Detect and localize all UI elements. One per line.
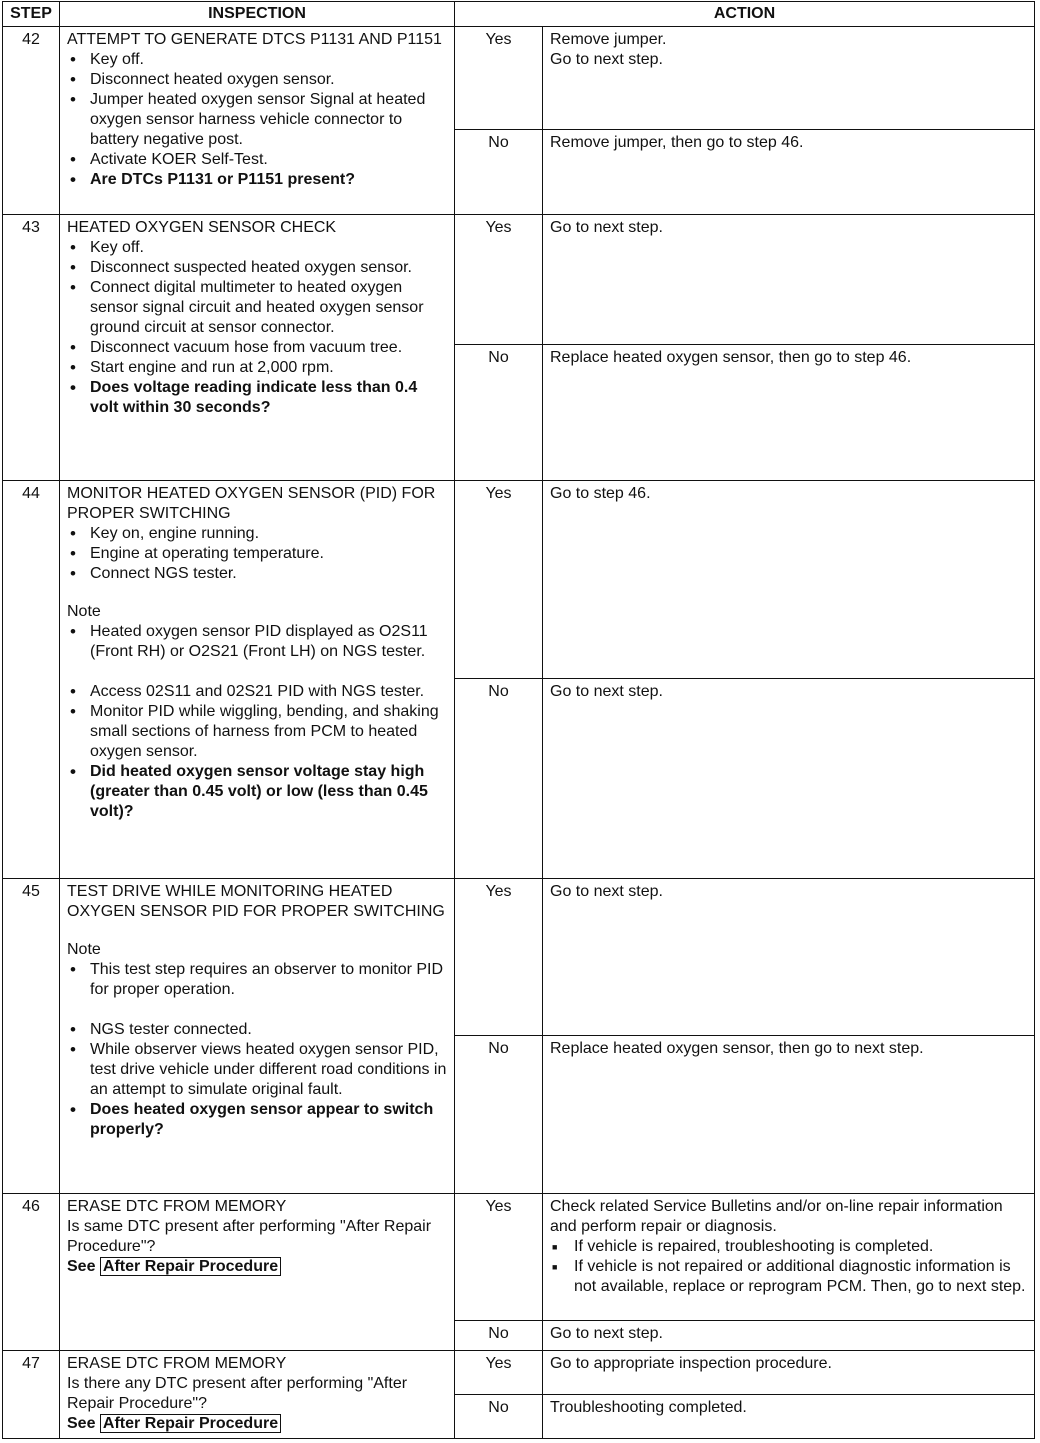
inspection-title: HEATED OXYGEN SENSOR CHECK	[67, 219, 337, 236]
table-header-row	[3, 2, 1035, 27]
no-action: Go to next step.	[543, 1321, 1035, 1351]
yes-action: Go to next step.	[543, 879, 1035, 1036]
list-item: • Connect NGS tester.	[67, 564, 448, 584]
note-bullets	[67, 960, 448, 1000]
no-action: Remove jumper, then go to step 46.	[543, 130, 1035, 215]
inspection-question: • Are DTCs P1131 or P1151 present?	[67, 170, 448, 190]
step-43-yes-row	[3, 215, 1035, 345]
list-item: • Monitor PID while wiggling, bending, and shaking small sections of harness from PCM to heated oxygen sensor.	[67, 702, 448, 762]
after-repair-procedure-link[interactable]: After Repair Procedure	[100, 1414, 281, 1433]
inspection-title: ATTEMPT TO GENERATE DTCS P1131 AND P1151	[67, 31, 442, 48]
no-action: Go to next step.	[543, 679, 1035, 879]
list-item: • Connect digital multimeter to heated oxygen sensor signal circuit and heated oxygen sensor ground circuit at sensor connector.	[67, 278, 448, 338]
step-number: 42	[3, 27, 60, 215]
no-label: No	[455, 130, 543, 215]
step-42-yes-row	[3, 27, 1035, 130]
list-item: • This test step requires an observer to monitor PID for proper operation.	[67, 960, 448, 1000]
step-number: 44	[3, 481, 60, 879]
yes-label: Yes	[455, 1194, 543, 1321]
inspection-cell	[60, 215, 455, 481]
step-number: 43	[3, 215, 60, 481]
inspection-cell	[60, 27, 455, 215]
list-item: • Key off.	[67, 238, 448, 258]
list-item: ■ If vehicle is not repaired or additional diagnostic information is not available, replace or reprogram PCM. Then, go to next step.	[550, 1257, 1028, 1297]
step-47-yes-row	[3, 1351, 1035, 1395]
see-label: See	[67, 1258, 96, 1275]
list-item: • While observer views heated oxygen sensor PID, test drive vehicle under different road conditions in an attempt to simulate original fault.	[67, 1040, 448, 1100]
inspection-bullets	[67, 50, 448, 190]
no-label: No	[455, 1036, 543, 1194]
inspection-bullets-continued	[67, 682, 448, 822]
note-label: Note	[67, 941, 101, 958]
step-number: 45	[3, 879, 60, 1194]
see-label: See	[67, 1415, 96, 1432]
list-item: • NGS tester connected.	[67, 1020, 448, 1040]
list-item: • Disconnect vacuum hose from vacuum tree.	[67, 338, 448, 358]
inspection-title: ERASE DTC FROM MEMORY	[67, 1355, 287, 1372]
step-column-header: STEP	[3, 2, 60, 27]
yes-label: Yes	[455, 27, 543, 130]
after-repair-procedure-link[interactable]: After Repair Procedure	[100, 1257, 281, 1276]
list-item: • Access 02S11 and 02S21 PID with NGS tester.	[67, 682, 448, 702]
list-item: • Disconnect heated oxygen sensor.	[67, 70, 448, 90]
step-45-yes-row	[3, 879, 1035, 1036]
step-44-yes-row	[3, 481, 1035, 679]
yes-action: Go to step 46.	[543, 481, 1035, 679]
inspection-cell	[60, 1194, 455, 1351]
see-reference	[67, 1257, 448, 1277]
yes-action-cell	[543, 1194, 1035, 1321]
list-item: • Start engine and run at 2,000 rpm.	[67, 358, 448, 378]
inspection-text: Is same DTC present after performing "After Repair Procedure"?	[67, 1218, 432, 1255]
no-action: Replace heated oxygen sensor, then go to next step.	[543, 1036, 1035, 1194]
inspection-bullets	[67, 238, 448, 418]
no-label: No	[455, 679, 543, 879]
inspection-question: • Does heated oxygen sensor appear to switch properly?	[67, 1100, 448, 1140]
note-bullets	[67, 622, 448, 662]
inspection-text: Is there any DTC present after performing "After Repair Procedure"?	[67, 1375, 408, 1412]
list-item: ■ If vehicle is repaired, troubleshooting is completed.	[550, 1237, 1028, 1257]
inspection-bullets-continued	[67, 1020, 448, 1140]
inspection-question: • Does voltage reading indicate less than 0.4 volt within 30 seconds?	[67, 378, 448, 418]
note-label: Note	[67, 603, 101, 620]
list-item: • Key on, engine running.	[67, 524, 448, 544]
list-item: • Disconnect suspected heated oxygen sensor.	[67, 258, 448, 278]
no-label: No	[455, 345, 543, 481]
inspection-bullets	[67, 524, 448, 584]
see-reference	[67, 1414, 448, 1434]
inspection-title: ERASE DTC FROM MEMORY	[67, 1198, 287, 1215]
diagnostic-procedure-table-wrapper	[2, 1, 1034, 1439]
yes-action: Remove jumper. Go to next step.	[543, 27, 1035, 130]
step-number: 46	[3, 1194, 60, 1351]
inspection-column-header: INSPECTION	[60, 2, 455, 27]
no-label: No	[455, 1395, 543, 1439]
inspection-cell	[60, 481, 455, 879]
step-46-yes-row	[3, 1194, 1035, 1321]
yes-action: Check related Service Bulletins and/or on-line repair information and perform repair or diagnosis.	[550, 1198, 1003, 1235]
step-number: 47	[3, 1351, 60, 1439]
inspection-cell	[60, 1351, 455, 1439]
no-action: Troubleshooting completed.	[543, 1395, 1035, 1439]
yes-action: Go to appropriate inspection procedure.	[543, 1351, 1035, 1395]
inspection-title: MONITOR HEATED OXYGEN SENSOR (PID) FOR PROPER SWITCHING	[67, 485, 436, 522]
inspection-question: • Did heated oxygen sensor voltage stay high (greater than 0.45 volt) or low (less than 0.45 volt)?	[67, 762, 448, 822]
list-item: • Activate KOER Self-Test.	[67, 150, 448, 170]
list-item: • Key off.	[67, 50, 448, 70]
no-action: Replace heated oxygen sensor, then go to step 46.	[543, 345, 1035, 481]
list-item: • Jumper heated oxygen sensor Signal at heated oxygen sensor harness vehicle connector to battery negative post.	[67, 90, 448, 150]
yes-action: Go to next step.	[543, 215, 1035, 345]
list-item: • Engine at operating temperature.	[67, 544, 448, 564]
diagnostic-procedure-table	[2, 1, 1035, 1439]
yes-label: Yes	[455, 879, 543, 1036]
inspection-title: TEST DRIVE WHILE MONITORING HEATED OXYGEN SENSOR PID FOR PROPER SWITCHING	[67, 883, 445, 920]
yes-label: Yes	[455, 1351, 543, 1395]
inspection-cell	[60, 879, 455, 1194]
yes-action-bullets	[550, 1237, 1028, 1297]
action-column-header: ACTION	[455, 2, 1035, 27]
yes-label: Yes	[455, 481, 543, 679]
yes-label: Yes	[455, 215, 543, 345]
list-item: • Heated oxygen sensor PID displayed as O2S11 (Front RH) or O2S21 (Front LH) on NGS tester.	[67, 622, 448, 662]
no-label: No	[455, 1321, 543, 1351]
